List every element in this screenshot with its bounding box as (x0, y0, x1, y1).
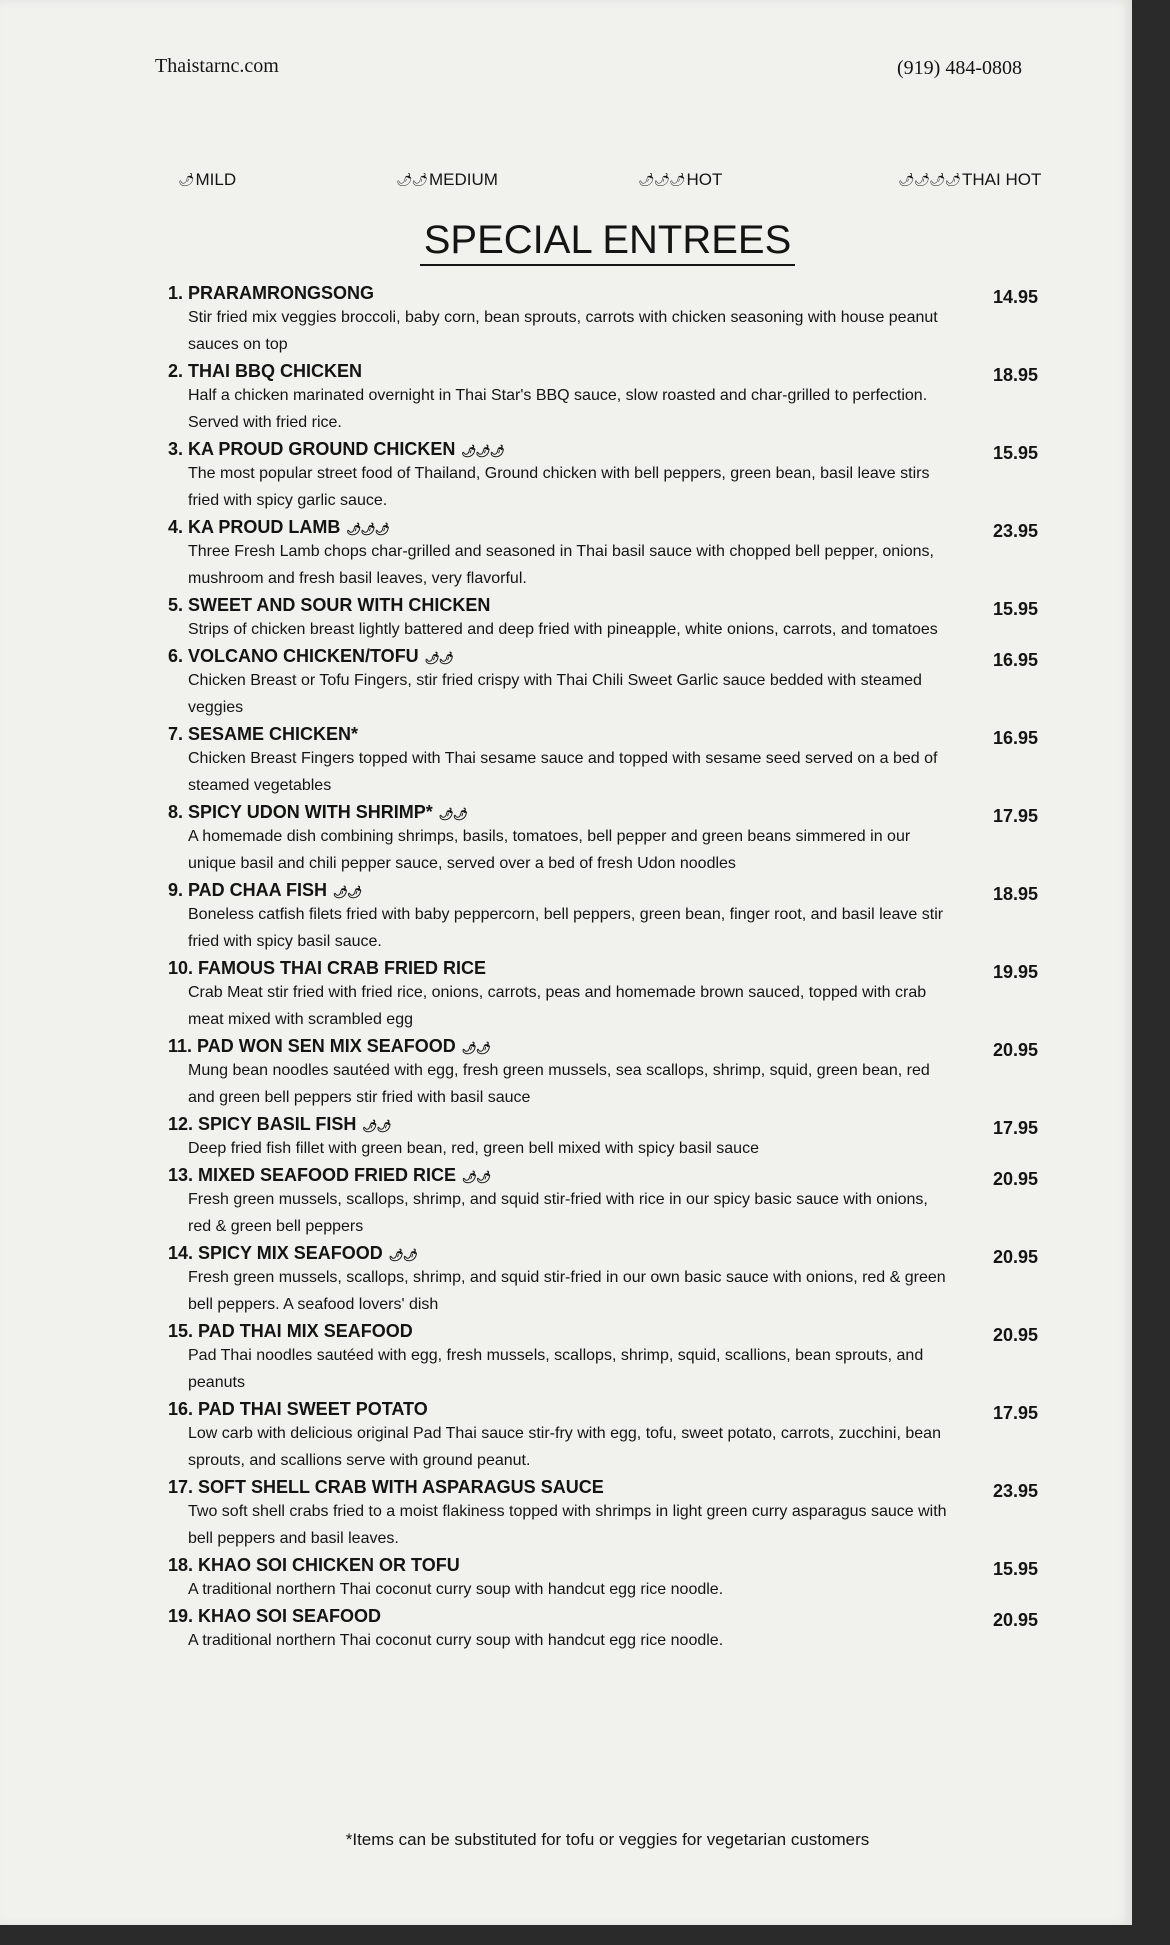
menu-item (168, 1474, 1038, 1552)
pepper-icon: 🌶🌶 (396, 172, 428, 187)
item-description: Mung bean noodles sautéed with egg, fresh green mussels, sea scallops, shrimp, squid, green bean, red and green bell peppers stir fried with basil sauce (188, 1062, 930, 1106)
legend-label: THAI HOT (962, 170, 1042, 189)
item-description: Deep fried fish fillet with green bean, red, green bell mixed with spicy basil sauce (188, 1140, 759, 1157)
legend-hot (638, 170, 722, 190)
pepper-icon: 🌶🌶 (333, 885, 362, 899)
item-price: 20.95 (992, 1040, 1038, 1060)
item-price: 18.95 (992, 884, 1038, 904)
item-name: 13. MIXED SEAFOOD FRIED RICE 🌶🌶 (168, 1165, 491, 1185)
spice-legend (178, 170, 1072, 200)
item-price: 14.95 (992, 287, 1038, 307)
pepper-icon: 🌶🌶 (461, 1041, 491, 1055)
item-description: A traditional northern Thai coconut curry soup with handcut egg rice noodle. (188, 1581, 724, 1598)
item-price: 20.95 (992, 1610, 1038, 1630)
item-price: 17.95 (992, 1118, 1038, 1138)
item-description: Chicken Breast Fingers topped with Thai sesame sauce and topped with sesame seed served on a bed of steamed vegetables (188, 750, 938, 794)
item-price: 17.95 (992, 806, 1038, 826)
item-price: 15.95 (992, 1559, 1038, 1579)
item-description: Pad Thai noodles sautéed with egg, fresh mussels, scallops, shrimp, squid, scallions, bean sprouts, and peanuts (188, 1347, 924, 1391)
item-name: 6. VOLCANO CHICKEN/TOFU 🌶🌶 (168, 646, 454, 666)
menu-item (168, 643, 1038, 721)
item-description: Stir fried mix veggies broccoli, baby corn, bean sprouts, carrots with chicken seasoning with house peanut sauces on top (188, 309, 938, 353)
menu-item (168, 1240, 1038, 1318)
menu-item (168, 1162, 1038, 1240)
legend-mild (178, 170, 236, 190)
item-price: 19.95 (992, 962, 1038, 982)
item-name: 5. SWEET AND SOUR WITH CHICKEN (168, 595, 491, 615)
legend-medium (396, 170, 498, 190)
item-name: 3. KA PROUD GROUND CHICKEN 🌶🌶🌶 (168, 439, 505, 459)
menu-item (168, 1552, 1038, 1603)
menu-item (168, 280, 1038, 358)
item-name: 18. KHAO SOI CHICKEN OR TOFU (168, 1555, 460, 1575)
menu-item (168, 877, 1038, 955)
item-name: 4. KA PROUD LAMB 🌶🌶🌶 (168, 517, 390, 537)
item-name: 19. KHAO SOI SEAFOOD (168, 1606, 382, 1626)
item-name: 2. THAI BBQ CHICKEN (168, 361, 363, 381)
menu-item (168, 955, 1038, 1033)
item-description: Chicken Breast or Tofu Fingers, stir fried crispy with Thai Chili Sweet Garlic sauce bedded with steamed veggies (188, 672, 922, 716)
pepper-icon: 🌶🌶🌶 (461, 444, 505, 458)
item-name: 14. SPICY MIX SEAFOOD 🌶🌶 (168, 1243, 418, 1263)
phone-number: (919) 484-0808 (897, 57, 1022, 79)
item-description: Half a chicken marinated overnight in Thai Star's BBQ sauce, slow roasted and char-grilled to perfection. Served with fried rice. (188, 387, 928, 431)
item-price: 20.95 (992, 1247, 1038, 1267)
item-description: Low carb with delicious original Pad Thai sauce stir-fry with egg, tofu, sweet potato, carrots, zucchini, bean sprouts, and scallions serve with ground peanut. (188, 1425, 941, 1469)
item-price: 15.95 (992, 599, 1038, 619)
legend-thai-hot (898, 170, 1041, 190)
item-description: Three Fresh Lamb chops char-grilled and seasoned in Thai basil sauce with chopped bell pepper, onions, mushroom and fresh basil leaves, very flavorful. (188, 543, 934, 587)
menu-item (168, 1318, 1038, 1396)
page-title: SPECIAL ENTREES (0, 218, 1170, 263)
item-name: 1. PRARAMRONGSONG (168, 283, 375, 303)
item-name: 17. SOFT SHELL CRAB WITH ASPARAGUS SAUCE (168, 1477, 604, 1497)
pepper-icon: 🌶🌶🌶 (346, 522, 390, 536)
item-price: 15.95 (992, 443, 1038, 463)
legend-label: MEDIUM (429, 170, 498, 189)
menu-item (168, 358, 1038, 436)
item-price: 18.95 (992, 365, 1038, 385)
menu-item (168, 436, 1038, 514)
menu-item (168, 799, 1038, 877)
item-name: 10. FAMOUS THAI CRAB FRIED RICE (168, 958, 487, 978)
item-name: 7. SESAME CHICKEN* (168, 724, 359, 744)
item-description: Two soft shell crabs fried to a moist flakiness topped with shrimps in light green curry asparagus sauce with bell peppers and basil leaves. (188, 1503, 947, 1547)
item-description: Fresh green mussels, scallops, shrimp, and squid stir-fried with rice in our spicy basic sauce with onions, red & green bell peppers (188, 1191, 928, 1235)
menu-item (168, 1111, 1038, 1162)
item-description: Fresh green mussels, scallops, shrimp, and squid stir-fried in our own basic sauce with onions, red & green bell peppers. A seafood lovers' dish (188, 1269, 946, 1313)
item-description: A homemade dish combining shrimps, basils, tomatoes, bell pepper and green beans simmered in our unique basil and chili pepper sauce, served over a bed of fresh Udon noodles (188, 828, 911, 872)
item-description: Crab Meat stir fried with fried rice, onions, carrots, peas and homemade brown sauced, topped with crab meat mixed with scrambled egg (188, 984, 927, 1028)
pepper-icon: 🌶🌶 (438, 807, 468, 821)
item-price: 17.95 (992, 1403, 1038, 1423)
website: Thaistarnc.com (155, 55, 279, 77)
menu-item (168, 721, 1038, 799)
item-name: 11. PAD WON SEN MIX SEAFOOD 🌶🌶 (168, 1036, 491, 1056)
item-price: 20.95 (992, 1325, 1038, 1345)
item-description: Boneless catfish filets fried with baby peppercorn, bell peppers, green bean, finger root, and basil leave stir fried with spicy basil sauce. (188, 906, 944, 950)
pepper-icon: 🌶🌶🌶🌶 (898, 172, 961, 187)
pepper-icon: 🌶🌶 (424, 651, 454, 665)
item-name: 15. PAD THAI MIX SEAFOOD (168, 1321, 413, 1341)
legend-label: MILD (195, 170, 237, 189)
pepper-icon: 🌶🌶 (388, 1248, 418, 1262)
menu-list (168, 280, 1038, 1654)
item-description: Strips of chicken breast lightly battered and deep fried with pineapple, white onions, carrots, and tomatoes (188, 621, 938, 638)
item-description: A traditional northern Thai coconut curry soup with handcut egg rice noodle. (188, 1632, 724, 1649)
item-price: 20.95 (992, 1169, 1038, 1189)
item-price: 16.95 (992, 650, 1038, 670)
menu-item (168, 1603, 1038, 1654)
legend-label: HOT (686, 170, 723, 189)
menu-item (168, 514, 1038, 592)
item-name: 12. SPICY BASIL FISH 🌶🌶 (168, 1114, 391, 1134)
item-price: 23.95 (992, 521, 1038, 541)
menu-item (168, 592, 1038, 643)
pepper-icon: 🌶🌶🌶 (638, 172, 685, 187)
header (155, 55, 1022, 89)
item-name: 16. PAD THAI SWEET POTATO (168, 1399, 428, 1419)
menu-item (168, 1033, 1038, 1111)
footnote: *Items can be substituted for tofu or veggies for vegetarian customers (345, 1830, 870, 1849)
item-name: 9. PAD CHAA FISH 🌶🌶 (168, 880, 362, 900)
pepper-icon: 🌶 (178, 172, 194, 187)
pepper-icon: 🌶🌶 (362, 1119, 391, 1133)
item-price: 23.95 (992, 1481, 1038, 1501)
item-name: 8. SPICY UDON WITH SHRIMP* 🌶🌶 (168, 802, 468, 822)
pepper-icon: 🌶🌶 (462, 1170, 491, 1184)
menu-item (168, 1396, 1038, 1474)
item-description: The most popular street food of Thailand, Ground chicken with bell peppers, green bean, basil leave stirs fried with spicy garlic sauce. (188, 465, 930, 509)
item-price: 16.95 (992, 728, 1038, 748)
